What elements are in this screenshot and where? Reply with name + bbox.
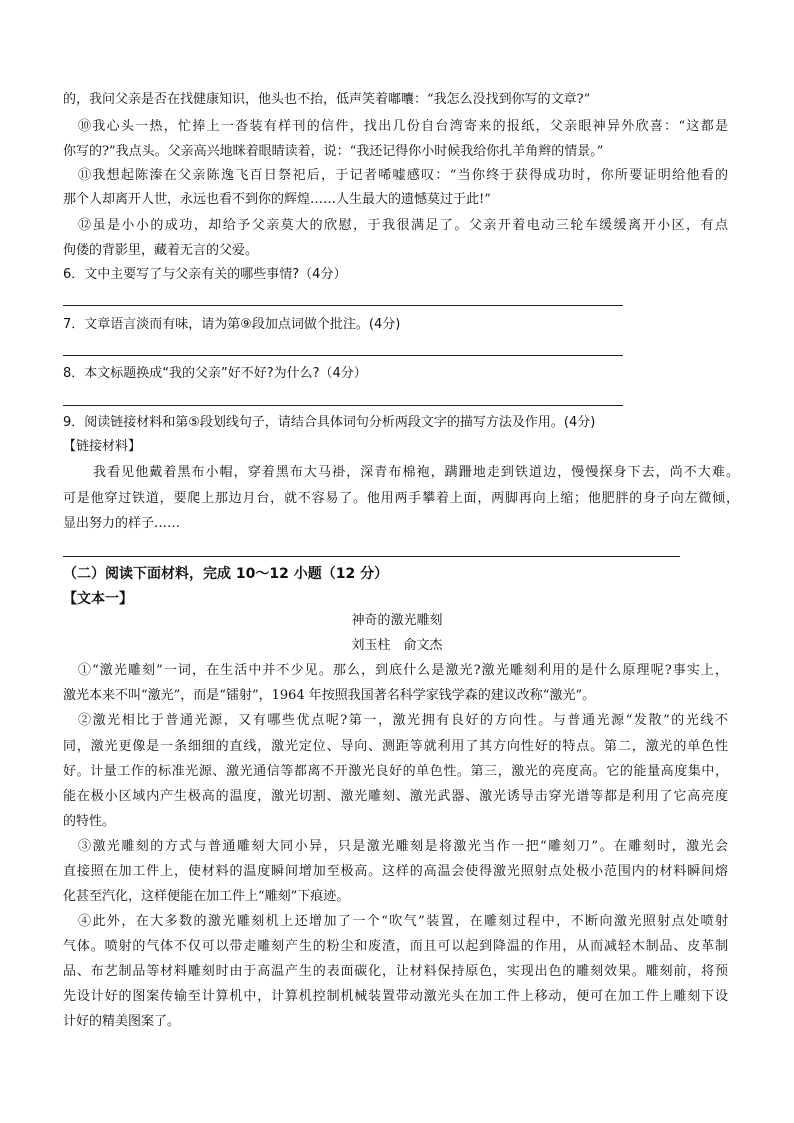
article-p2-line5: 的特性。: [63, 814, 116, 829]
answer-line-9[interactable]: [63, 556, 680, 557]
answer-line-6[interactable]: [63, 305, 623, 306]
article-p2-line1: ②激光相比于普通光源，又有哪些优点呢?第一，激光拥有良好的方向性。与普通光源“发散”的光线不: [78, 713, 728, 728]
article-p1-line1: ①“激光雕刻”一词，在生活中并不少见。那么，到底什么是激光?激光雕刻利用的是什么原理呢?事实上，: [78, 663, 728, 678]
paragraph-12-line1: ⑫虽是小小的成功，却给予父亲莫大的欣慰，于我很满足了。父亲开着电动三轮车缓缓离开小区，有点: [78, 218, 728, 233]
paragraph-10-line1: ⑩我心头一热，忙捧上一沓装有样刊的信件，找出几份自台湾寄来的报纸，父亲眼神异外欣喜：“这都是: [78, 119, 728, 134]
article-p4-line1: ④此外，在大多数的激光雕刻机上还增加了一个“吹气”装置，在雕刻过程中，不断向激光照射点处喷射: [78, 914, 728, 929]
section-2-title: （二）阅读下面材料，完成 10～12 小题（12 分）: [63, 566, 389, 582]
article-p4-line5: 计好的精美图案了。: [63, 1014, 181, 1029]
answer-line-8[interactable]: [63, 405, 623, 406]
article-title: 神奇的激光雕刻: [351, 613, 443, 628]
article-p4-line4: 先设计好的图案传输至计算机中，计算机控制机械装置带动激光头在加工件上移动，便可在加工件上雕刻下设: [63, 989, 728, 1004]
paragraph-11-line2: 那个人却离开人世，永远也看不到你的辉煌……人生最大的遗憾莫过于此!”: [63, 192, 491, 207]
article-p2-line2: 同，激光更像是一条细细的直线，激光定位、导向、测距等就利用了其方向性好的特点。第二，激光的单色性: [63, 739, 728, 754]
article-p3-line1: ③激光雕刻的方式与普通雕刻大同小异，只是激光雕刻是将激光当作一把“雕刻刀”。在雕刻时，激光会: [78, 839, 728, 854]
question-6: 6．文中主要写了与父亲有关的哪些事情?（4分）: [63, 267, 347, 282]
answer-line-7[interactable]: [63, 355, 623, 356]
article-p2-line3: 好。计量工作的标准光源、激光通信等都离不开激光良好的单色性。第三，激光的亮度高。它的能量高度集中，: [63, 764, 728, 779]
question-9: 9．阅读链接材料和第⑤段划线句子，请结合具体词句分析两段文字的描写方法及作用。(4分): [63, 415, 596, 430]
paragraph-11-line1: ⑪我想起陈溱在父亲陈逸飞百日祭祀后，于记者唏嘘感叹：“当你终于获得成功时，你所要证明给他看的: [78, 168, 728, 183]
text-1-label: 【文本一】: [63, 591, 133, 607]
link-material-line3: 显出努力的样子……: [63, 516, 181, 531]
article-p4-line3: 品、布艺制品等材料雕刻时由于高温产生的表面碳化，让材料保持原色，实现出色的雕刻效果。雕刻前，将预: [63, 964, 728, 979]
paragraph-12-line2: 佝偻的背影里，藏着无言的父爱。: [63, 243, 259, 258]
article-p2-line4: 能在极小区域内产生极高的温度，激光切割、激光雕刻、激光武器、激光诱导击穿光谱等都是利用了它高亮度: [63, 789, 728, 804]
passage-line: 的，我问父亲是否在找健康知识，他头也不抬，低声笑着嘟囔：“我怎么没找到你写的文章?”: [63, 92, 591, 107]
link-material-label: 【链接材料】: [63, 439, 142, 454]
link-material-line2: 可是他穿过铁道，要爬上那边月台，就不容易了。他用两手攀着上面，两脚再向上缩；他肥胖的身子向左微倾，: [63, 491, 739, 506]
article-p1-line2: 激光本来不叫“激光”，而是“镭射”，1964 年按照我国著名科学家钱学森的建议改称“激光”。: [63, 688, 596, 703]
article-p3-line3: 化甚至汽化，这样便能在加工件上“雕刻”下痕迹。: [63, 889, 350, 904]
question-7: 7．文章语言淡而有味，请为第⑨段加点词做个批注。(4分): [63, 317, 401, 332]
article-p4-line2: 气体。喷射的气体不仅可以带走雕刻产生的粉尘和废渣，而且可以起到降温的作用，从而减轻木制品、皮革制: [63, 939, 728, 954]
paragraph-10-line2: 你写的?”我点头。父亲高兴地眯着眼睛读着，说：“我还记得你小时候我给你扎羊角辫的情景。”: [63, 144, 604, 159]
article-authors: 刘玉柱 俞文杰: [351, 638, 443, 653]
article-p3-line2: 直接照在加工件上，使材料的温度瞬间增加至极高。这样的高温会使得激光照射点处极小范围内的材料瞬间熔: [63, 864, 728, 879]
question-8: 8．本文标题换成“我的父亲”好不好?为什么?（4分）: [63, 366, 367, 381]
link-material-line1: 我看见他戴着黑布小帽，穿着黑布大马褂，深青布棉袍，蹒跚地走到铁道边，慢慢探身下去，尚不大难。: [93, 465, 739, 480]
